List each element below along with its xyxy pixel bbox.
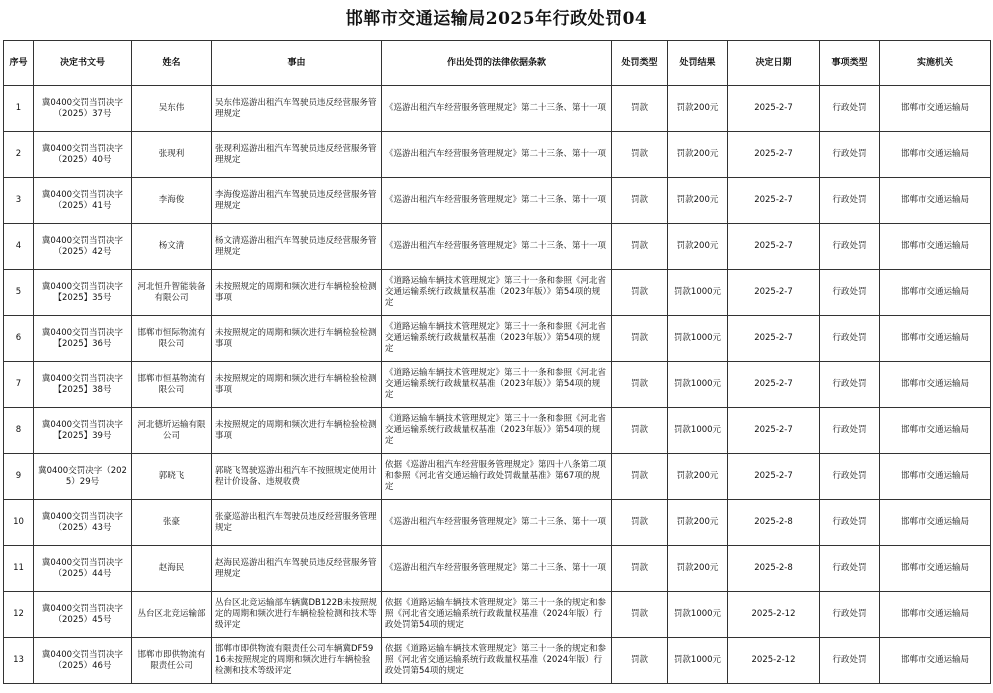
cell-agency: 邯郸市交通运输局 bbox=[880, 178, 991, 224]
cell-legal-basis: 《巡游出租汽车经营服务管理规定》第二十三条、第十一项 bbox=[382, 224, 612, 270]
cell-doc-number: 冀0400交罚当罚决字（2025）40号 bbox=[34, 132, 132, 178]
cell-index: 12 bbox=[4, 592, 34, 638]
cell-doc-number: 冀0400交罚当罚决字（2025）41号 bbox=[34, 178, 132, 224]
cell-legal-basis: 《巡游出租汽车经营服务管理规定》第二十三条、第十一项 bbox=[382, 500, 612, 546]
cell-name: 张豪 bbox=[132, 500, 212, 546]
cell-index: 7 bbox=[4, 362, 34, 408]
cell-legal-basis: 《道路运输车辆技术管理规定》第三十一条和参照《河北省交通运输系统行政裁量权基准（2023年版）》第54项的规定 bbox=[382, 270, 612, 316]
cell-agency: 邯郸市交通运输局 bbox=[880, 132, 991, 178]
cell-name: 赵海民 bbox=[132, 546, 212, 592]
cell-penalty-result: 罚款1000元 bbox=[668, 362, 728, 408]
cell-index: 11 bbox=[4, 546, 34, 592]
cell-agency: 邯郸市交通运输局 bbox=[880, 362, 991, 408]
column-header-item-type: 事项类型 bbox=[820, 41, 880, 86]
cell-index: 13 bbox=[4, 638, 34, 684]
cell-name: 邯郸市恒际物流有限公司 bbox=[132, 316, 212, 362]
table-row bbox=[4, 592, 991, 638]
cell-legal-basis: 《巡游出租汽车经营服务管理规定》第二十三条、第十一项 bbox=[382, 178, 612, 224]
table-row bbox=[4, 270, 991, 316]
cell-agency: 邯郸市交通运输局 bbox=[880, 546, 991, 592]
column-header-reason: 事由 bbox=[212, 41, 382, 86]
cell-penalty-type: 罚款 bbox=[612, 316, 668, 362]
cell-legal-basis: 《道路运输车辆技术管理规定》第三十一条和参照《河北省交通运输系统行政裁量权基准（2023年版）》第54项的规定 bbox=[382, 362, 612, 408]
cell-name: 丛台区北竞运输部 bbox=[132, 592, 212, 638]
cell-decision-date: 2025-2-7 bbox=[728, 454, 820, 500]
cell-legal-basis: 《巡游出租汽车经营服务管理规定》第二十三条、第十一项 bbox=[382, 132, 612, 178]
cell-agency: 邯郸市交通运输局 bbox=[880, 408, 991, 454]
cell-penalty-type: 罚款 bbox=[612, 362, 668, 408]
column-header-agency: 实施机关 bbox=[880, 41, 991, 86]
cell-legal-basis: 《巡游出租汽车经营服务管理规定》第二十三条、第十一项 bbox=[382, 86, 612, 132]
cell-item-type: 行政处罚 bbox=[820, 500, 880, 546]
column-header-penalty-type: 处罚类型 bbox=[612, 41, 668, 86]
cell-reason: 杨文清巡游出租汽车驾驶员违反经营服务管理规定 bbox=[212, 224, 382, 270]
cell-index: 1 bbox=[4, 86, 34, 132]
column-header-penalty-result: 处罚结果 bbox=[668, 41, 728, 86]
table-row bbox=[4, 316, 991, 362]
cell-legal-basis: 《巡游出租汽车经营服务管理规定》第二十三条、第十一项 bbox=[382, 546, 612, 592]
cell-doc-number: 冀0400交罚决字（2025）29号 bbox=[34, 454, 132, 500]
cell-penalty-result: 罚款200元 bbox=[668, 132, 728, 178]
cell-index: 2 bbox=[4, 132, 34, 178]
cell-penalty-result: 罚款1000元 bbox=[668, 316, 728, 362]
cell-penalty-type: 罚款 bbox=[612, 270, 668, 316]
cell-name: 杨文清 bbox=[132, 224, 212, 270]
cell-penalty-type: 罚款 bbox=[612, 178, 668, 224]
cell-reason: 未按照规定的周期和频次进行车辆检验检测事项 bbox=[212, 408, 382, 454]
penalty-table bbox=[3, 40, 991, 684]
cell-name: 邯郸市恒基物流有限公司 bbox=[132, 362, 212, 408]
cell-item-type: 行政处罚 bbox=[820, 178, 880, 224]
page-title: 邯郸市交通运输局2025年行政处罚04 bbox=[345, 9, 648, 29]
cell-doc-number: 冀0400交罚当罚决字（2025）42号 bbox=[34, 224, 132, 270]
cell-agency: 邯郸市交通运输局 bbox=[880, 638, 991, 684]
cell-name: 张现利 bbox=[132, 132, 212, 178]
column-header-name: 姓名 bbox=[132, 41, 212, 86]
cell-index: 8 bbox=[4, 408, 34, 454]
cell-penalty-type: 罚款 bbox=[612, 592, 668, 638]
cell-item-type: 行政处罚 bbox=[820, 408, 880, 454]
cell-decision-date: 2025-2-7 bbox=[728, 270, 820, 316]
table-row bbox=[4, 86, 991, 132]
cell-doc-number: 冀0400交罚当罚决字（2025）44号 bbox=[34, 546, 132, 592]
cell-reason: 李海俊巡游出租汽车驾驶员违反经营服务管理规定 bbox=[212, 178, 382, 224]
table-row bbox=[4, 500, 991, 546]
cell-index: 6 bbox=[4, 316, 34, 362]
cell-reason: 吴东伟巡游出租汽车驾驶员违反经营服务管理规定 bbox=[212, 86, 382, 132]
cell-doc-number: 冀0400交罚当罚决字【2025】35号 bbox=[34, 270, 132, 316]
table-row bbox=[4, 408, 991, 454]
cell-item-type: 行政处罚 bbox=[820, 454, 880, 500]
cell-item-type: 行政处罚 bbox=[820, 224, 880, 270]
cell-penalty-type: 罚款 bbox=[612, 86, 668, 132]
cell-penalty-result: 罚款1000元 bbox=[668, 592, 728, 638]
cell-decision-date: 2025-2-7 bbox=[728, 316, 820, 362]
cell-penalty-type: 罚款 bbox=[612, 638, 668, 684]
cell-decision-date: 2025-2-12 bbox=[728, 638, 820, 684]
cell-reason: 赵海民巡游出租汽车驾驶员违反经营服务管理规定 bbox=[212, 546, 382, 592]
cell-doc-number: 冀0400交罚当罚决字（2025）43号 bbox=[34, 500, 132, 546]
cell-agency: 邯郸市交通运输局 bbox=[880, 86, 991, 132]
cell-index: 5 bbox=[4, 270, 34, 316]
cell-index: 10 bbox=[4, 500, 34, 546]
cell-doc-number: 冀0400交罚当罚决字【2025】36号 bbox=[34, 316, 132, 362]
cell-agency: 邯郸市交通运输局 bbox=[880, 316, 991, 362]
cell-penalty-result: 罚款1000元 bbox=[668, 638, 728, 684]
cell-reason: 未按照规定的周期和频次进行车辆检验检测事项 bbox=[212, 316, 382, 362]
column-header-legal-basis: 作出处罚的法律依据条款 bbox=[382, 41, 612, 86]
cell-agency: 邯郸市交通运输局 bbox=[880, 592, 991, 638]
cell-penalty-result: 罚款1000元 bbox=[668, 270, 728, 316]
cell-legal-basis: 依据《巡游出租汽车经营服务管理规定》第四十八条第二项和参照《河北省交通运输行政处罚裁量基准》第67项的规定 bbox=[382, 454, 612, 500]
column-header-decision-date: 决定日期 bbox=[728, 41, 820, 86]
cell-legal-basis: 依据《道路运输车辆技术管理规定》第三十一条的规定和参照《河北省交通运输系统行政裁量权基准（2024年版）行政处罚第54项的规定 bbox=[382, 592, 612, 638]
cell-item-type: 行政处罚 bbox=[820, 86, 880, 132]
table-body bbox=[4, 86, 991, 684]
column-header-doc-number: 决定书文号 bbox=[34, 41, 132, 86]
cell-decision-date: 2025-2-7 bbox=[728, 408, 820, 454]
cell-reason: 未按照规定的周期和频次进行车辆检验检测事项 bbox=[212, 270, 382, 316]
cell-penalty-result: 罚款1000元 bbox=[668, 408, 728, 454]
cell-decision-date: 2025-2-7 bbox=[728, 86, 820, 132]
cell-doc-number: 冀0400交罚当罚决字【2025】39号 bbox=[34, 408, 132, 454]
cell-reason: 未按照规定的周期和频次进行车辆检验检测事项 bbox=[212, 362, 382, 408]
cell-decision-date: 2025-2-7 bbox=[728, 132, 820, 178]
cell-agency: 邯郸市交通运输局 bbox=[880, 224, 991, 270]
cell-index: 4 bbox=[4, 224, 34, 270]
cell-item-type: 行政处罚 bbox=[820, 638, 880, 684]
cell-legal-basis: 《道路运输车辆技术管理规定》第三十一条和参照《河北省交通运输系统行政裁量权基准（2023年版）》第54项的规定 bbox=[382, 316, 612, 362]
cell-agency: 邯郸市交通运输局 bbox=[880, 500, 991, 546]
cell-penalty-type: 罚款 bbox=[612, 132, 668, 178]
cell-penalty-result: 罚款200元 bbox=[668, 500, 728, 546]
table-row bbox=[4, 454, 991, 500]
cell-decision-date: 2025-2-7 bbox=[728, 224, 820, 270]
table-row bbox=[4, 638, 991, 684]
table-row bbox=[4, 132, 991, 178]
cell-index: 9 bbox=[4, 454, 34, 500]
table-header-row bbox=[4, 41, 991, 86]
cell-doc-number: 冀0400交罚当罚决字（2025）46号 bbox=[34, 638, 132, 684]
table-row bbox=[4, 546, 991, 592]
column-header-index: 序号 bbox=[4, 41, 34, 86]
cell-decision-date: 2025-2-7 bbox=[728, 178, 820, 224]
cell-item-type: 行政处罚 bbox=[820, 316, 880, 362]
cell-item-type: 行政处罚 bbox=[820, 362, 880, 408]
cell-reason: 丛台区北竞运输部车辆冀DB122B未按照规定的周期和频次进行车辆检验检测和技术等级评定 bbox=[212, 592, 382, 638]
cell-reason: 张豪巡游出租汽车驾驶员违反经营服务管理规定 bbox=[212, 500, 382, 546]
cell-name: 河北恒升智能装备有限公司 bbox=[132, 270, 212, 316]
cell-agency: 邯郸市交通运输局 bbox=[880, 270, 991, 316]
cell-name: 郭晓飞 bbox=[132, 454, 212, 500]
cell-item-type: 行政处罚 bbox=[820, 132, 880, 178]
cell-item-type: 行政处罚 bbox=[820, 546, 880, 592]
cell-penalty-result: 罚款200元 bbox=[668, 224, 728, 270]
cell-item-type: 行政处罚 bbox=[820, 270, 880, 316]
cell-reason: 张现利巡游出租汽车驾驶员违反经营服务管理规定 bbox=[212, 132, 382, 178]
table-row bbox=[4, 362, 991, 408]
cell-name: 吴东伟 bbox=[132, 86, 212, 132]
cell-penalty-type: 罚款 bbox=[612, 224, 668, 270]
cell-decision-date: 2025-2-12 bbox=[728, 592, 820, 638]
table-row bbox=[4, 178, 991, 224]
cell-item-type: 行政处罚 bbox=[820, 592, 880, 638]
cell-name: 邯郸市即供物流有限责任公司 bbox=[132, 638, 212, 684]
cell-name: 河北德圻运输有限公司 bbox=[132, 408, 212, 454]
cell-name: 李海俊 bbox=[132, 178, 212, 224]
table-row bbox=[4, 224, 991, 270]
cell-doc-number: 冀0400交罚当罚决字（2025）37号 bbox=[34, 86, 132, 132]
cell-legal-basis: 依据《道路运输车辆技术管理规定》第三十一条的规定和参照《河北省交通运输系统行政裁量权基准（2024年版）行政处罚第54项的规定 bbox=[382, 638, 612, 684]
cell-penalty-type: 罚款 bbox=[612, 454, 668, 500]
cell-penalty-result: 罚款200元 bbox=[668, 86, 728, 132]
cell-penalty-result: 罚款200元 bbox=[668, 546, 728, 592]
cell-penalty-type: 罚款 bbox=[612, 546, 668, 592]
cell-decision-date: 2025-2-8 bbox=[728, 500, 820, 546]
cell-decision-date: 2025-2-8 bbox=[728, 546, 820, 592]
cell-decision-date: 2025-2-7 bbox=[728, 362, 820, 408]
cell-penalty-type: 罚款 bbox=[612, 408, 668, 454]
cell-reason: 邯郸市即供物流有限责任公司车辆冀DF5916未按照规定的周期和频次进行车辆检验检测和技术等级评定 bbox=[212, 638, 382, 684]
cell-doc-number: 冀0400交罚当罚决字（2025）45号 bbox=[34, 592, 132, 638]
cell-legal-basis: 《道路运输车辆技术管理规定》第三十一条和参照《河北省交通运输系统行政裁量权基准（2023年版）》第54项的规定 bbox=[382, 408, 612, 454]
cell-agency: 邯郸市交通运输局 bbox=[880, 454, 991, 500]
cell-doc-number: 冀0400交罚当罚决字【2025】38号 bbox=[34, 362, 132, 408]
cell-penalty-result: 罚款200元 bbox=[668, 178, 728, 224]
cell-penalty-type: 罚款 bbox=[612, 500, 668, 546]
cell-reason: 郭晓飞驾驶巡游出租汽车不按照规定使用计程计价设备、违规收费 bbox=[212, 454, 382, 500]
cell-penalty-result: 罚款200元 bbox=[668, 454, 728, 500]
cell-index: 3 bbox=[4, 178, 34, 224]
